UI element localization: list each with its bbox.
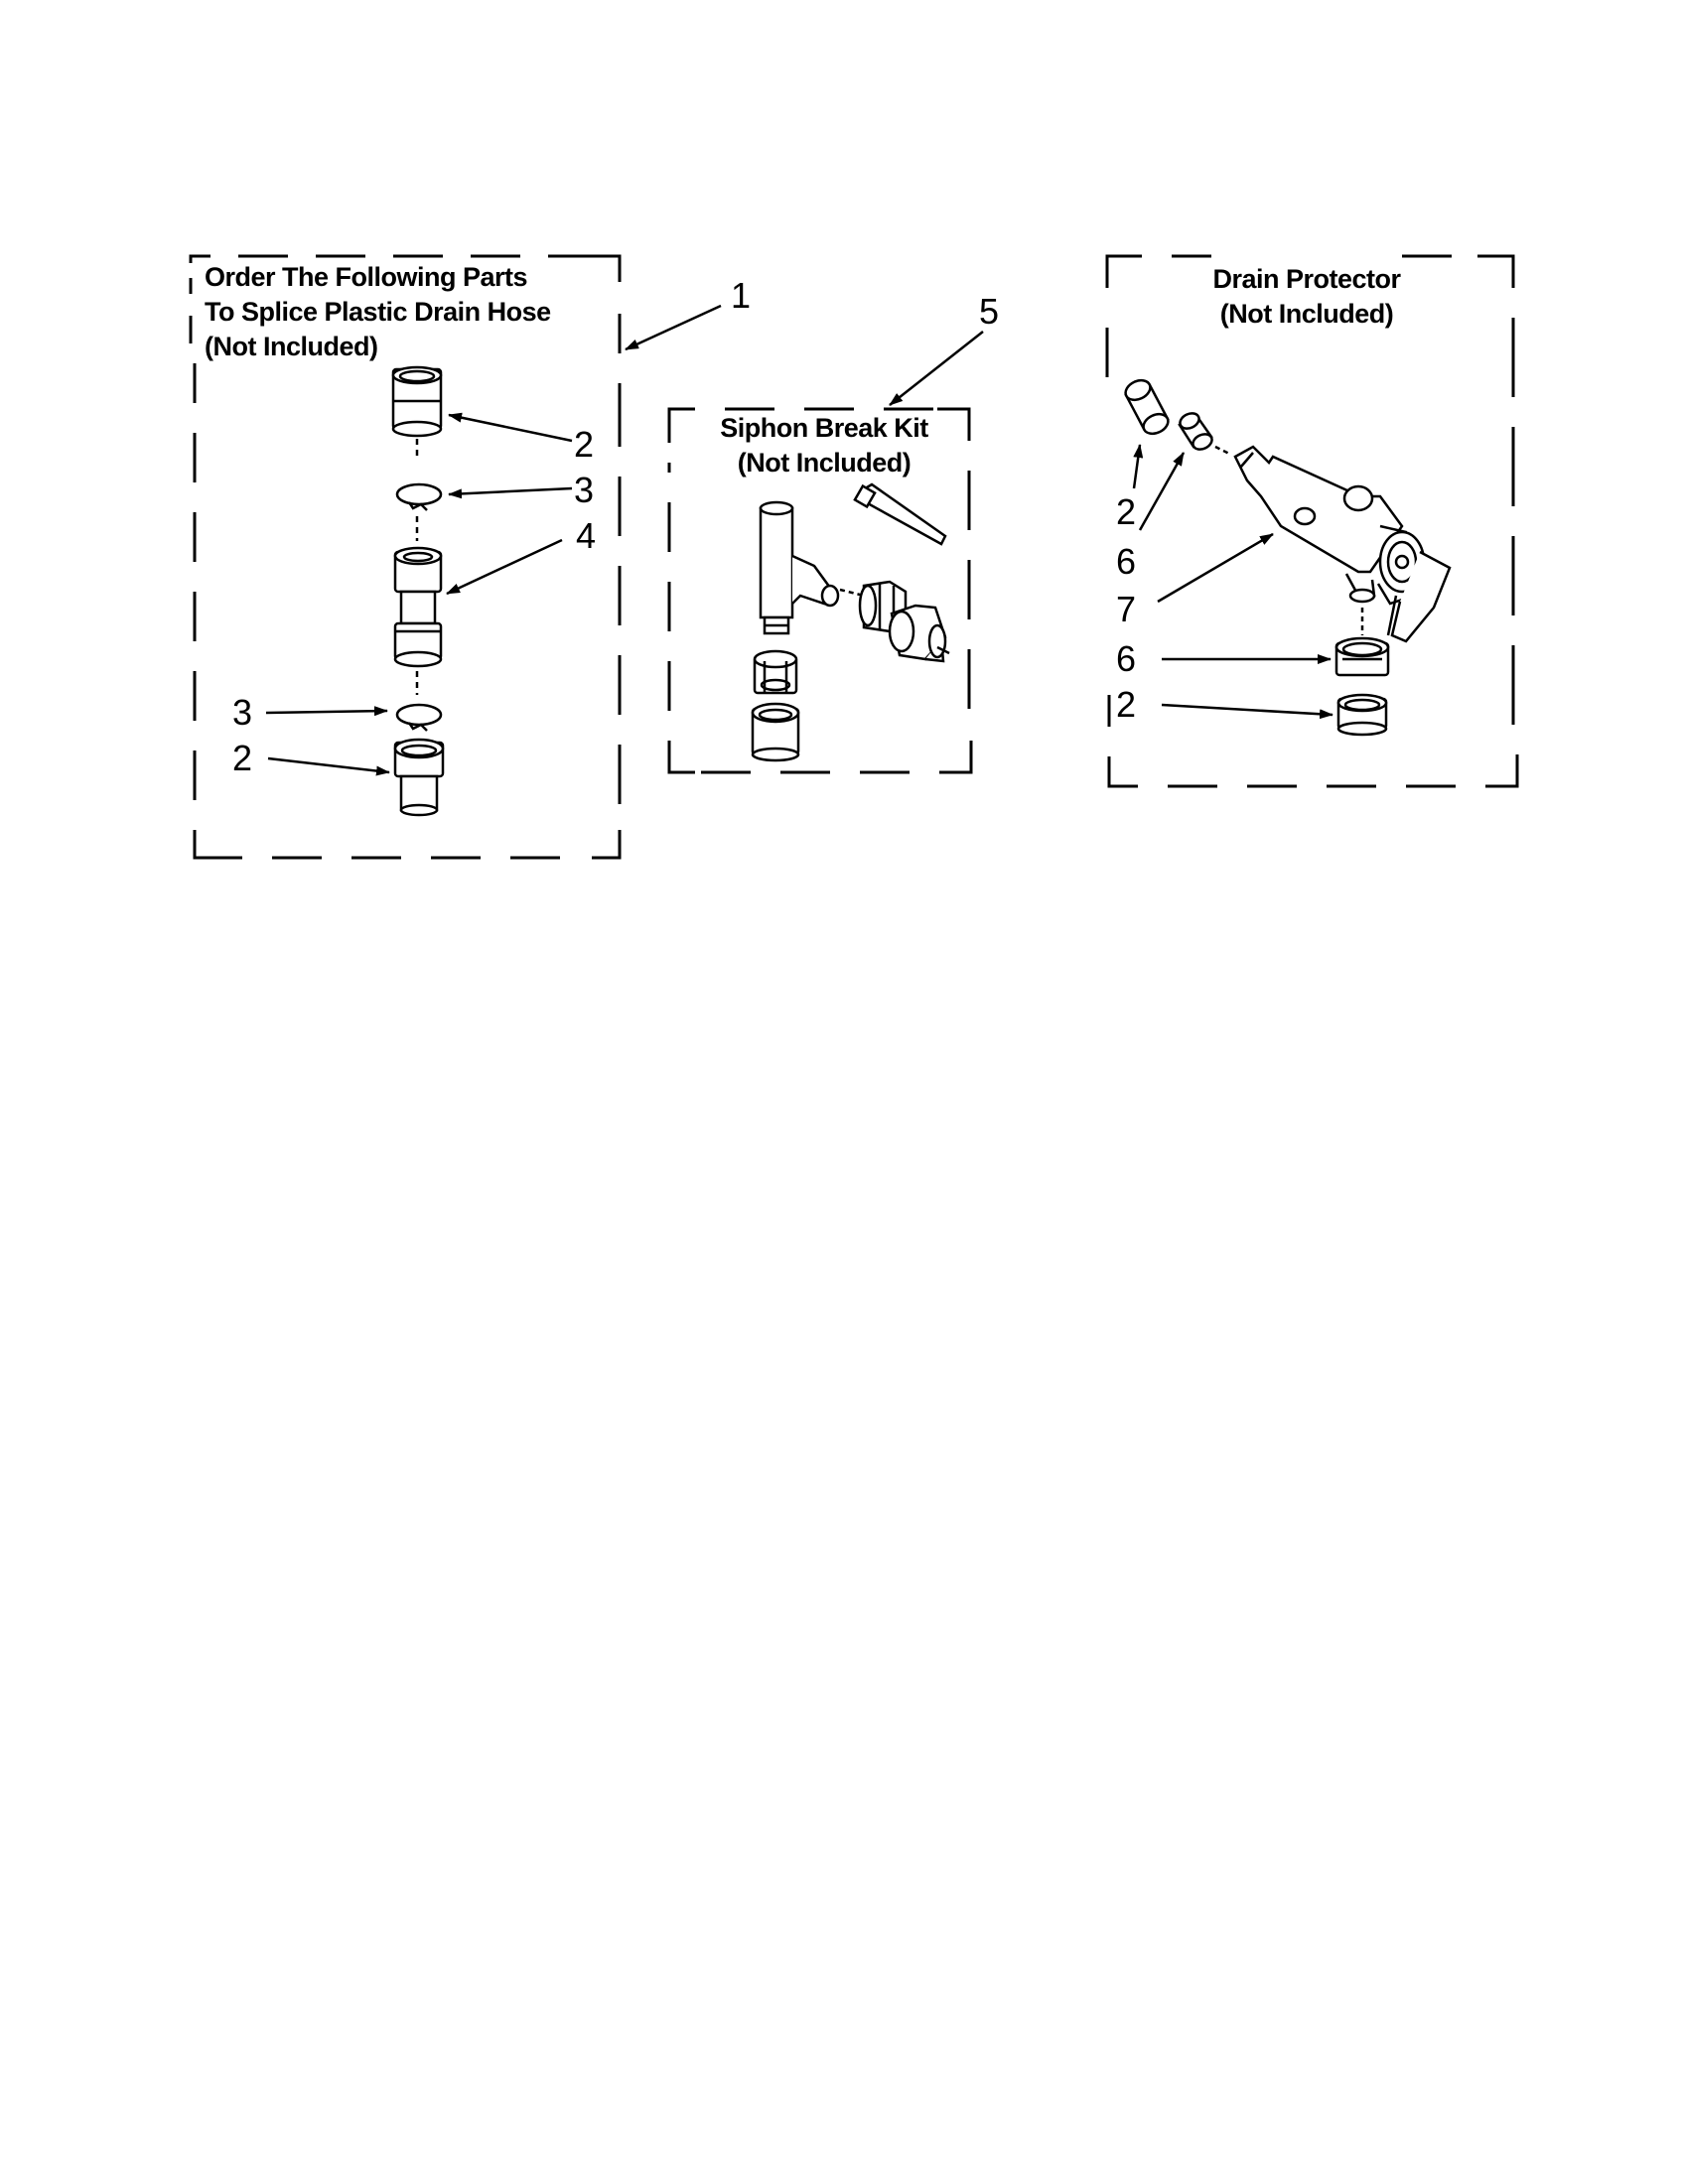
splice-parts-drawing <box>393 367 443 815</box>
callout-drain-top-nut: 6 <box>1116 541 1137 582</box>
leader-drain-7 <box>1158 534 1273 602</box>
splice-title-line-3: (Not Included) <box>205 332 378 361</box>
leader-splice-2-top <box>449 415 572 441</box>
drain-parts-drawing <box>1122 376 1450 735</box>
callout-splice-top-clamp: 3 <box>574 470 595 510</box>
drain-panel-title <box>1178 262 1436 332</box>
leader-splice-3-bottom <box>266 711 387 713</box>
siphon-title-line-1: Siphon Break Kit <box>720 413 928 443</box>
splice-bottom-coupling-shape <box>395 740 443 815</box>
leader-drain-6-top <box>1140 453 1184 530</box>
callout-splice-bottom-clamp: 3 <box>232 692 253 733</box>
siphon-bottom-nut-shape <box>755 651 796 693</box>
drain-top-coupling-shape <box>1122 376 1171 437</box>
siphon-bottom-coupling-shape <box>753 704 798 760</box>
callout-splice-kit: 1 <box>731 275 752 316</box>
callout-drain-bottom-coupling: 2 <box>1116 684 1137 725</box>
splice-top-coupling-shape <box>393 367 441 436</box>
siphon-tee-shape <box>761 502 838 633</box>
drain-body-shape <box>1235 447 1450 641</box>
splice-title-line-1: Order The Following Parts <box>205 262 528 292</box>
leader-drain-2-bottom <box>1162 705 1333 715</box>
siphon-title-line-2: (Not Included) <box>737 448 912 478</box>
splice-title-line-2: To Splice Plastic Drain Hose <box>205 297 551 327</box>
splice-connector-shape <box>395 548 441 666</box>
drain-title-line-1: Drain Protector <box>1212 264 1401 294</box>
drain-bottom-nut-shape <box>1336 638 1388 675</box>
leader-splice-4 <box>447 540 562 594</box>
callout-drain-bottom-nut: 6 <box>1116 638 1137 679</box>
siphon-parts-drawing <box>753 484 949 760</box>
callout-siphon-kit: 5 <box>979 291 1000 332</box>
splice-panel-title <box>205 260 551 364</box>
siphon-panel-title <box>695 411 953 480</box>
leader-1 <box>626 306 721 349</box>
leader-splice-2-bottom <box>268 758 389 772</box>
splice-top-clamp-shape <box>397 484 441 510</box>
callout-splice-top-coupling: 2 <box>574 424 595 465</box>
callout-splice-connector: 4 <box>576 515 597 556</box>
drain-title-line-2: (Not Included) <box>1219 299 1394 329</box>
siphon-strap-shape <box>855 484 945 544</box>
leader-drain-2-top <box>1134 445 1140 488</box>
callout-splice-bottom-coupling: 2 <box>232 738 253 778</box>
callout-drain-body: 7 <box>1116 589 1137 629</box>
leader-splice-3-top <box>449 488 572 494</box>
splice-bottom-clamp-shape <box>397 705 441 731</box>
siphon-side-coupling-shape <box>890 606 949 661</box>
leader-5 <box>890 332 983 405</box>
callout-drain-top-coupling: 2 <box>1116 491 1137 532</box>
drain-bottom-coupling-shape <box>1338 695 1386 735</box>
drain-top-nut-shape <box>1178 410 1214 452</box>
